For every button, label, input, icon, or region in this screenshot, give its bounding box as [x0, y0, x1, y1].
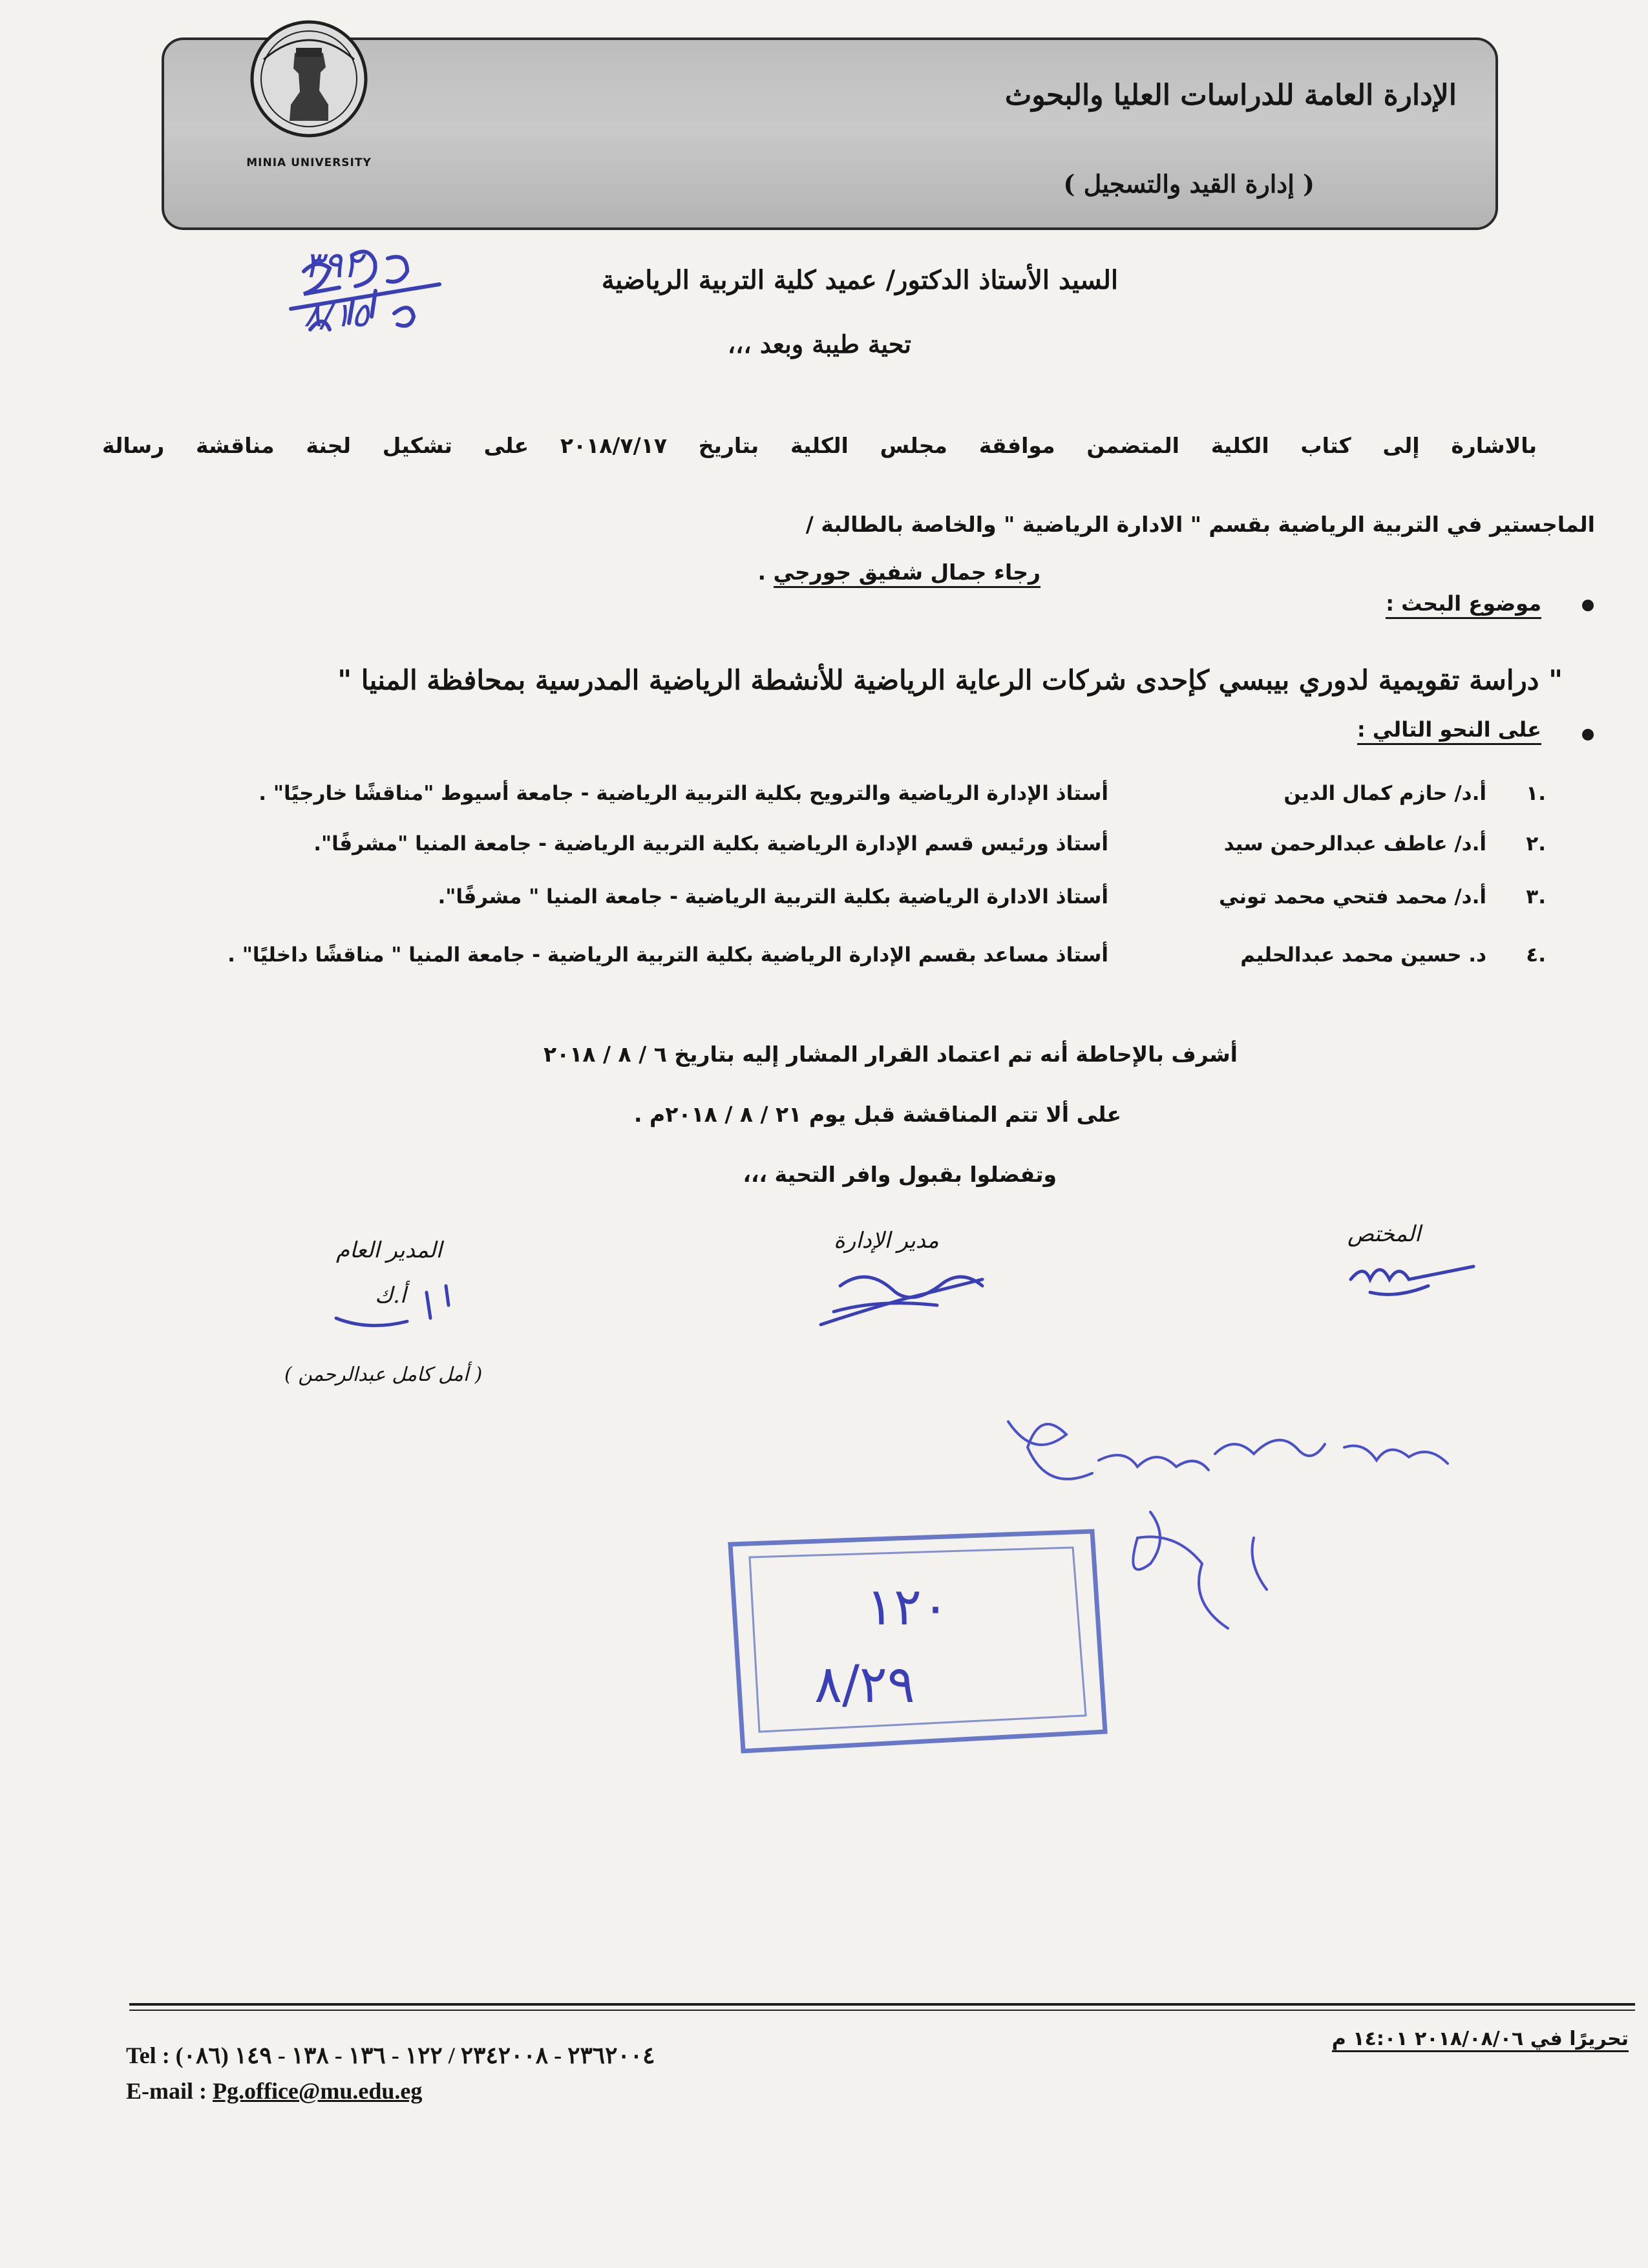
closing-line: وتفضلوا بقبول وافر التحية ،،،	[743, 1162, 1057, 1187]
committee-role: أستاذ مساعد بقسم الإدارة الرياضية بكلية التربية الرياضية - جامعة المنيا " مناقشًا داخليًا" .	[227, 943, 1108, 967]
received-stamp	[730, 1531, 1105, 1751]
committee-name: أ.د/ عاطف عبدالرحمن سيد	[1223, 832, 1486, 856]
email-link[interactable]: Pg.office@mu.edu.eg	[212, 2078, 423, 2104]
university-logo	[238, 14, 380, 169]
footer-rule	[129, 2003, 1635, 2006]
footer-rule	[129, 2010, 1635, 2011]
committee-name: أ.د/ محمد فتحي محمد توني	[1219, 885, 1486, 908]
general-manager-initial: أ.ك	[375, 1283, 407, 1308]
approval-statement: أشرف بالإحاطة أنه تم اعتماد القرار المشار إليه بتاريخ ٦ / ٨ / ٢٠١٨	[543, 1042, 1238, 1067]
logo-caption: MINIA UNIVERSITY	[246, 156, 372, 169]
committee-heading: على النحو التالي :	[1357, 717, 1541, 745]
thesis-title: " دراسة تقويمية لدوري بيبسي كإحدى شركات الرعاية الرياضية للأنشطة الرياضية المدرسية بمحافظة المنيا "	[337, 664, 1563, 696]
manager-label: مدير الإدارة	[834, 1228, 939, 1254]
committee-number: .١	[1526, 782, 1546, 805]
email-label: E-mail :	[126, 2078, 207, 2104]
footer-email	[126, 2077, 422, 2105]
committee-number: .٤	[1526, 943, 1546, 967]
salutation: السيد الأستاذ الدكتور/ عميد كلية التربية الرياضية	[601, 265, 1118, 295]
general-manager-label: المدير العام	[336, 1237, 442, 1263]
student-name: رجاء جمال شفيق جورجي	[774, 560, 1041, 588]
office-subtitle: ( إدارة القيد والتسجيل )	[1063, 169, 1315, 198]
paragraph-line-2-text: الماجستير في التربية الرياضية بقسم " الادارة الرياضية " والخاصة بالطالبة /	[805, 512, 1595, 537]
committee-number: .٣	[1526, 885, 1546, 908]
specialist-signature	[1351, 1266, 1474, 1294]
research-heading: موضوع البحث :	[1386, 591, 1541, 619]
committee-name: أ.د/ حازم كمال الدين	[1284, 782, 1486, 805]
paragraph-line-1: بالاشارة إلى كتاب الكلية المتضمن موافقة مجلس الكلية بتاريخ ٢٠١٨/٧/١٧ على تشكيل لجنة مناقشة رسالة	[102, 433, 1537, 458]
discussion-date: على ألا تتم المناقشة قبل يوم ٢١ / ٨ / ٢٠١٨م .	[634, 1102, 1121, 1127]
committee-role: أستاذ الادارة الرياضية بكلية التربية الرياضية - جامعة المنيا " مشرفًا".	[438, 885, 1108, 908]
student-line: رجاء جمال شفيق جورجي .	[757, 560, 1041, 585]
bullet-committee	[1582, 729, 1594, 740]
bullet-research	[1582, 600, 1594, 611]
greeting: تحية طيبة وبعد ،،،	[727, 330, 911, 359]
nefertiti-emblem-icon	[238, 14, 380, 150]
committee-role: أستاذ ورئيس قسم الإدارة الرياضية بكلية التربية الرياضية - جامعة المنيا "مشرفًا".	[313, 832, 1108, 856]
specialist-label: المختص	[1347, 1221, 1421, 1247]
stamp-date: ٨/٢٩	[814, 1654, 915, 1714]
committee-role: أستاذ الإدارة الرياضية والترويح بكلية التربية الرياضية - جامعة أسيوط "مناقشًا خارجيًا" .	[259, 782, 1108, 805]
manager-signature	[821, 1277, 982, 1325]
footer-phone: Tel : (٠٨٦) ٢٣٦٢٠٠٤ - ٢٣٤٢٠٠٨ / ١٢٢ - ١٣٦ - ١٣٨ - ١٤٩	[126, 2042, 655, 2068]
committee-number: .٢	[1526, 832, 1546, 856]
printed-date: تحريرًا في ٢٠١٨/٠٨/٠٦ ١٤:٠١ م	[1332, 2028, 1629, 2052]
general-manager-name: ( أمل كامل عبدالرحمن )	[284, 1363, 483, 1386]
committee-name: د. حسين محمد عبدالحليم	[1240, 943, 1486, 967]
paragraph-line-2	[806, 512, 1595, 537]
department-title: الإدارة العامة للدراسات العليا والبحوث	[1004, 79, 1457, 112]
reference-number: ٣٩٢	[304, 244, 363, 286]
stamp-number: ١٢٠	[866, 1577, 949, 1637]
reference-date: ٨/١٥	[304, 296, 370, 335]
handwritten-note	[1008, 1422, 1448, 1628]
